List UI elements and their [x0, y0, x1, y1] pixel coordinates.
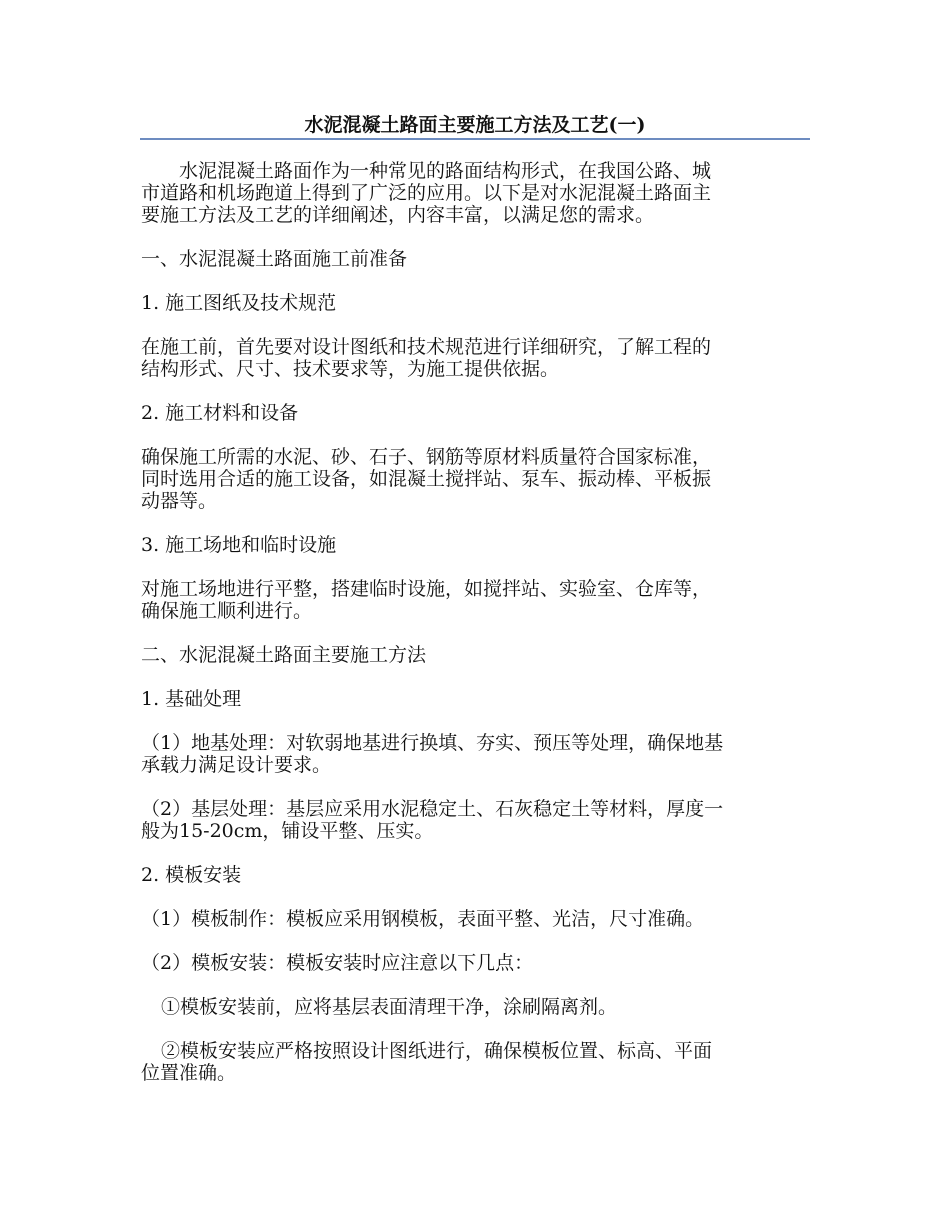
title-underline [140, 138, 810, 140]
section-2-item-2-point-2 [141, 1040, 809, 1084]
section-2-heading: 二、水泥混凝土路面主要施工方法 [141, 644, 427, 666]
section-2-item-2-paragraph-1: （1）模板制作：模板应采用钢模板，表面平整、光洁，尺寸准确。 [141, 908, 705, 930]
intro-paragraph [141, 160, 809, 226]
section-2-item-2-point-1: ①模板安装前，应将基层表面清理干净，涂刷隔离剂。 [161, 996, 618, 1018]
paragraph-line: 位置准确。 [141, 1062, 237, 1084]
paragraph-line: 同时选用合适的施工设备，如混凝土搅拌站、泵车、振动棒、平板振 [141, 468, 712, 490]
paragraph-line: （2）基层处理：基层应采用水泥稳定土、石灰稳定土等材料，厚度一 [141, 798, 724, 820]
document-title: 水泥混凝土路面主要施工方法及工艺(一) [304, 114, 646, 136]
section-2-item-2-paragraph-2: （2）模板安装：模板安装时应注意以下几点： [141, 952, 534, 974]
section-1-item-2-heading: 2. 施工材料和设备 [141, 402, 299, 424]
paragraph-line: 确保施工所需的水泥、砂、石子、钢筋等原材料质量符合国家标准， [141, 446, 712, 468]
paragraph-line: 承载力满足设计要求。 [141, 754, 332, 776]
intro-line-3: 要施工方法及工艺的详细阐述，内容丰富，以满足您的需求。 [141, 204, 655, 226]
paragraph-line: 般为15-20cm，铺设平整、压实。 [141, 820, 434, 842]
intro-line-1: 水泥混凝土路面作为一种常见的路面结构形式，在我国公路、城 [179, 160, 712, 182]
paragraph-line: 结构形式、尺寸、技术要求等，为施工提供依据。 [141, 358, 560, 380]
section-1-item-3-paragraph [141, 578, 809, 622]
section-2-item-2-heading: 2. 模板安装 [141, 864, 242, 886]
section-1-heading: 一、水泥混凝土路面施工前准备 [141, 248, 408, 270]
paragraph-line: 动器等。 [141, 490, 218, 512]
paragraph-line: 确保施工顺利进行。 [141, 600, 313, 622]
paragraph-line: ②模板安装应严格按照设计图纸进行，确保模板位置、标高、平面 [161, 1040, 713, 1062]
section-1-item-1-heading: 1. 施工图纸及技术规范 [141, 292, 337, 314]
paragraph-line: （1）地基处理：对软弱地基进行换填、夯实、预压等处理，确保地基 [141, 732, 724, 754]
section-1-item-2-paragraph [141, 446, 809, 512]
paragraph-line: 在施工前，首先要对设计图纸和技术规范进行详细研究，了解工程的 [141, 336, 712, 358]
section-1-item-3-heading: 3. 施工场地和临时设施 [141, 534, 337, 556]
section-2-item-1-paragraph-1 [141, 732, 809, 776]
document-body [141, 160, 809, 1106]
section-1-item-1-paragraph [141, 336, 809, 380]
paragraph-line: 对施工场地进行平整，搭建临时设施，如搅拌站、实验室、仓库等， [141, 578, 712, 600]
section-2-item-1-paragraph-2 [141, 798, 809, 842]
section-2-item-1-heading: 1. 基础处理 [141, 688, 242, 710]
intro-line-2: 市道路和机场跑道上得到了广泛的应用。以下是对水泥混凝土路面主 [141, 182, 712, 204]
